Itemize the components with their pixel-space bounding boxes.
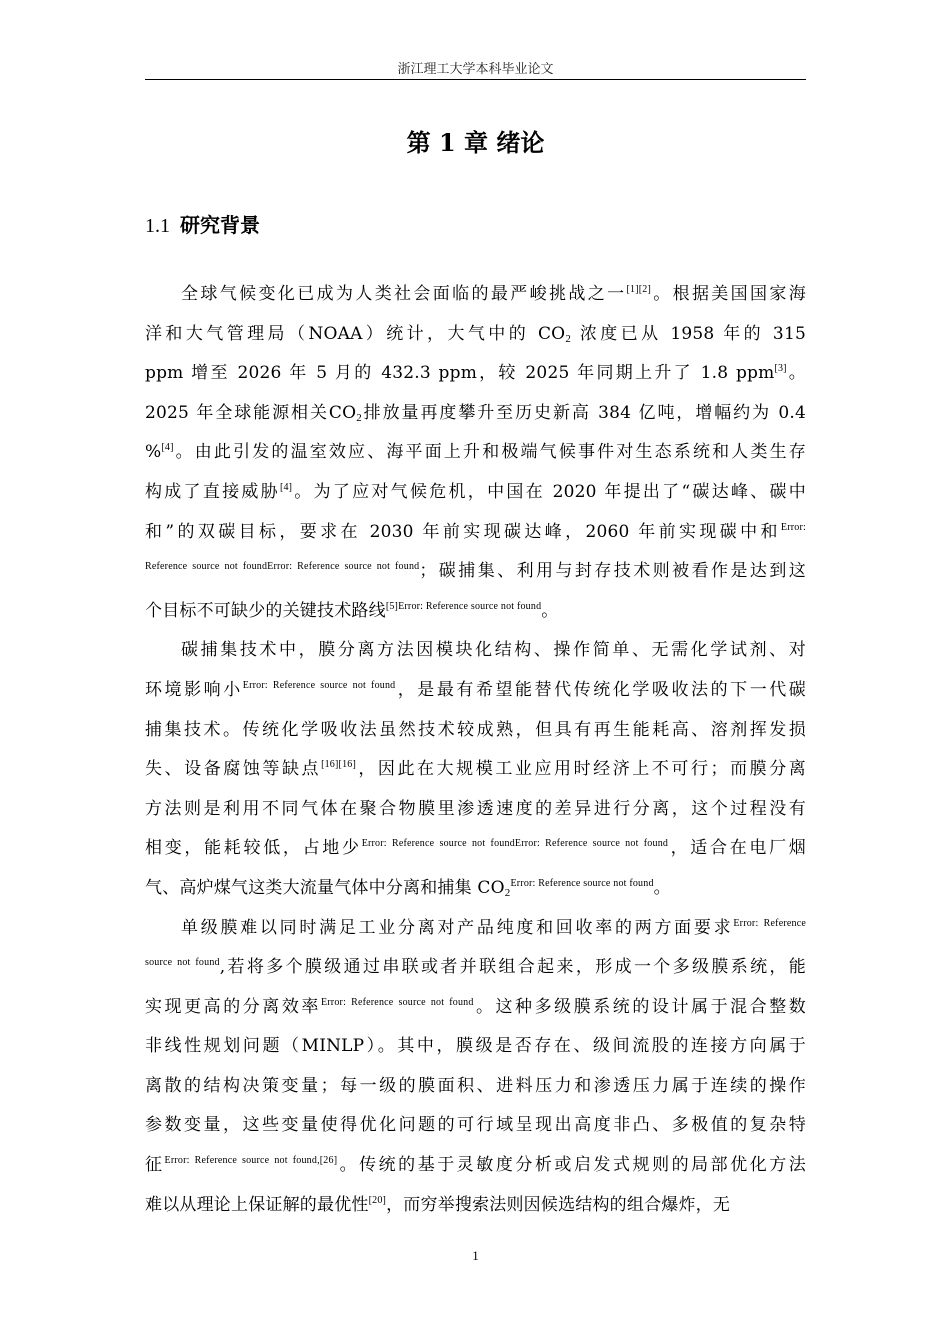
paragraph-1 [145,275,806,631]
subscript: 2 [504,886,511,899]
chapter-title: 第 1 章 绪论 [406,128,545,157]
text-run: 失、设备腐蚀等缺点 [145,759,322,780]
text-line [145,315,806,355]
text-run: ；碳捕集、利用与封存技术则被看作是达到这 [419,561,807,582]
citation-superscript: Error: Reference source not found,[26] [164,1155,338,1167]
text-line [145,275,806,315]
text-run: ppm 增至 2026 年 5 月的 432.3 ppm，较 2025 年同期上升了 1.8 ppm [145,363,775,384]
text-run: 。为了应对气候危机，中国在 2020 年提出了“碳达峰、碳中 [292,481,806,502]
citation-superscript: [4] [279,481,293,493]
citation-superscript: Error: [780,521,806,533]
text-run: 。根据美国国家海 [651,284,806,304]
citation-superscript: Error: Reference source not foundError: Reference source not found [361,838,669,850]
text-line [145,1186,806,1226]
text-run: % [145,442,162,463]
text-run: ，因此在大规模工业应用时经济上不可行；而膜分离 [356,759,806,780]
citation-superscript: Error: Reference source not found [242,679,396,691]
text-run: 洋和大气管理局（NOAA）统计，大气中的 CO [145,323,566,344]
text-run: 浓度已从 1958 年的 315 [571,323,806,344]
paragraph-3 [145,909,806,1226]
text-line [145,394,806,434]
text-run: 。 [786,363,806,384]
text-run: ，适合在电厂烟 [668,838,806,859]
text-run: 全球气候变化已成为人类社会面临的最严峻挑战之一 [181,284,627,304]
text-run: 。 [541,600,559,621]
text-run: 方法则是利用不同气体在聚合物膜里渗透速度的差异进行分离，这个过程没有 [145,798,806,819]
text-line [145,909,806,949]
citation-superscript: [20] [368,1194,387,1206]
text-line [145,513,806,553]
text-run: 。由此引发的温室效应、海平面上升和极端气候事件对生态系统和人类生存 [173,442,806,463]
citation-superscript: source not found [145,957,220,969]
text-run: 单级膜难以同时满足工业分离对产品纯度和回收率的两方面要求 [181,917,734,938]
running-header: 浙江理工大学本科毕业论文 [397,62,554,77]
citation-superscript: Error: Reference source not found [510,877,654,889]
section-number: 1.1 [145,215,170,237]
text-line [145,592,806,632]
text-line [145,869,806,909]
text-run: 。这种多级膜系统的设计属于混合整数 [473,996,806,1017]
text-line [145,1067,806,1107]
body-text [145,275,806,1225]
section-title: 研究背景 [180,213,260,237]
citation-superscript: [4] [161,442,174,454]
citation-superscript: Reference source not foundError: Reference source not found [145,561,420,573]
subscript: 2 [565,332,572,345]
text-run: 。传统的基于灵敏度分析或启发式规则的局部优化方法 [337,1155,807,1176]
text-run: 2025 年全球能源相关CO [145,402,357,423]
text-run: 相变，能耗较低，占地少 [145,838,362,859]
text-line [145,829,806,869]
citation-superscript: [1][2] [626,284,652,295]
text-run: ，是最有希望能替代传统化学吸收法的下一代碳 [395,679,806,700]
text-line [145,711,806,751]
citation-superscript: [3] [774,363,787,375]
text-run: 排放量再度攀升至历史新高 384 亿吨，增幅约为 0.4 [361,402,806,423]
text-run: 。 [653,877,671,898]
citation-superscript: Error: Reference [733,917,806,929]
text-line [145,433,806,473]
text-line [145,750,806,790]
text-run: 征 [145,1155,165,1176]
text-run: 离散的结构决策变量；每一级的膜面积、进料压力和渗透压力属于连续的操作 [145,1075,806,1096]
text-run: 气、高炉煤气这类大流量气体中分离和捕集 CO [145,877,505,898]
text-run: ,若将多个膜级通过串联或者并联组合起来，形成一个多级膜系统，能 [219,957,806,978]
header-rule [145,79,806,80]
text-run: 捕集技术。传统化学吸收法虽然技术较成熟，但具有再生能耗高、溶剂挥发损 [145,719,806,740]
subscript: 2 [356,411,362,424]
text-run: 构成了直接威胁 [145,481,280,502]
text-line [145,552,806,592]
text-line [145,1027,806,1067]
section-heading [145,211,806,240]
text-run: 和”的双碳目标，要求在 2030 年前实现碳达峰，2060 年前实现碳中和 [145,521,781,542]
citation-superscript: Error: Reference source not found [320,996,474,1008]
paragraph-2 [145,631,806,908]
text-line [145,354,806,394]
text-line [145,948,806,988]
text-run: 个目标不可缺少的关键技术路线 [145,600,386,621]
text-line [145,988,806,1028]
citation-superscript: [5]Error: Reference source not found [385,600,542,612]
text-run: 环境影响小 [145,679,243,700]
text-run: 非线性规划问题（MINLP）。其中，膜级是否存在、级间流股的连接方向属于 [145,1036,806,1057]
text-run: 碳捕集技术中，膜分离方法因模块化结构、操作简单、无需化学试剂、对 [181,640,806,661]
page-number: 1 [472,1248,479,1263]
text-line [145,631,806,671]
text-line [145,671,806,711]
text-line [145,1146,806,1186]
text-run: 实现更高的分离效率 [145,996,321,1017]
text-run: ，而穷举搜索法则因候选结构的组合爆炸，无 [386,1194,731,1215]
text-line [145,790,806,830]
text-line [145,1106,806,1146]
text-run: 参数变量，这些变量使得优化问题的可行域呈现出高度非凸、多极值的复杂特 [145,1115,806,1136]
text-line [145,473,806,513]
text-run: 难以从理论上保证解的最优性 [145,1194,369,1215]
citation-superscript: [16][16] [321,759,356,771]
